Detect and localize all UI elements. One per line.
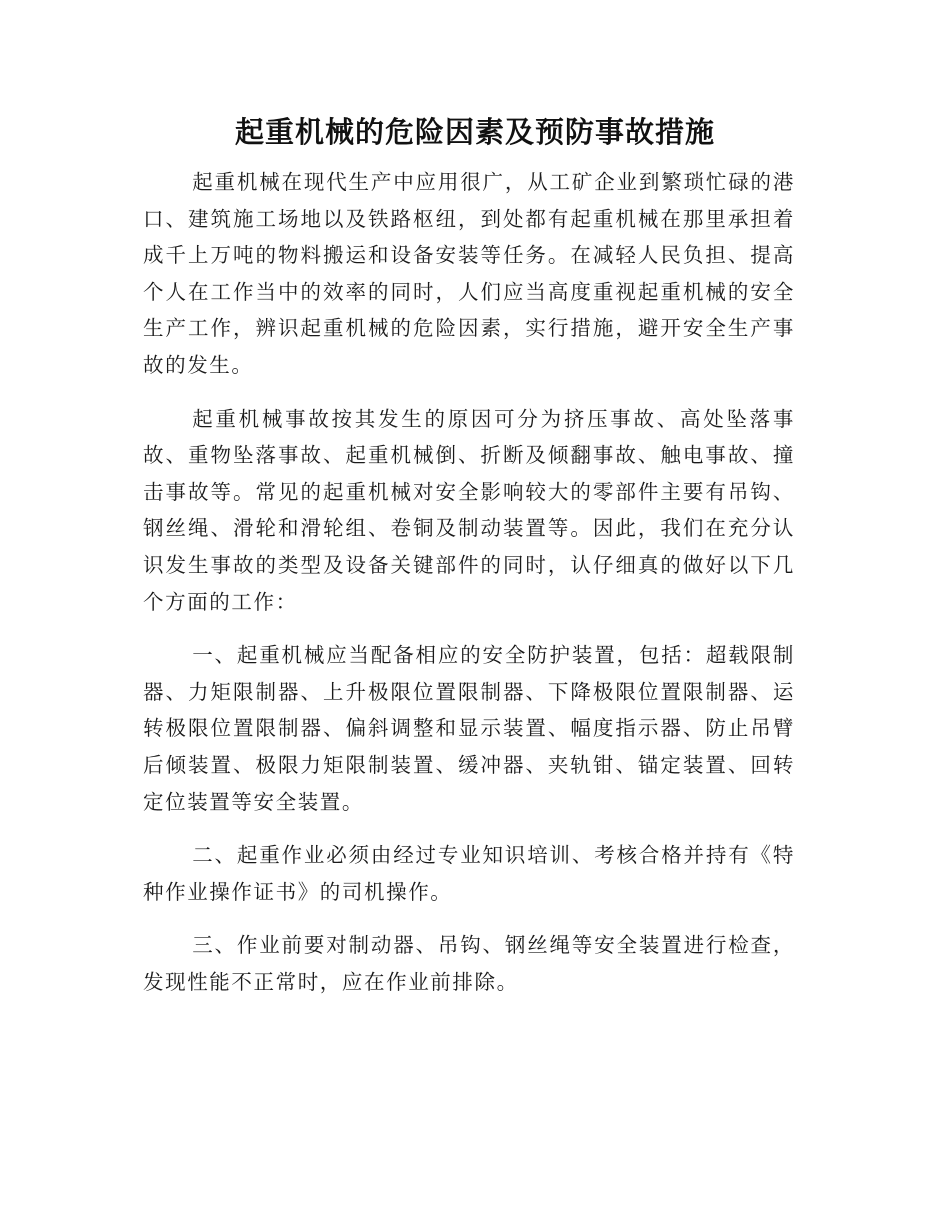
paragraph-accident-types: 起重机械事故按其发生的原因可分为挤压事故、高处坠落事故、重物坠落事故、起重机械倒、折断及倾翻事故、触电事故、撞击事故等。常见的起重机械对安全影响较大的零部件主要有吊钩、钢丝绳、滑轮和滑轮组、卷铜及制动装置等。因此，我们在充分认识发生事故的类型及设备关键部件的同时，认仔细真的做好以下几个方面的工作： xyxy=(143,406,795,614)
document-body xyxy=(143,164,795,1017)
paragraph-measure-3: 三、作业前要对制动器、吊钩、钢丝绳等安全装置进行检查，发现性能不正常时，应在作业前排除。 xyxy=(143,933,795,994)
document-title: 起重机械的危险因素及预防事故措施 xyxy=(234,115,715,149)
paragraph-measure-2: 二、起重作业必须由经过专业知识培训、考核合格并持有《特种作业操作证书》的司机操作。 xyxy=(143,843,795,904)
paragraph-measure-1: 一、起重机械应当配备相应的安全防护装置，包括：超载限制器、力矩限制器、上升极限位置限制器、下降极限位置限制器、运转极限位置限制器、偏斜调整和显示装置、幅度指示器、防止吊臂后倾装置、极限力矩限制装置、缓冲器、夹轨钳、锚定装置、回转定位装置等安全装置。 xyxy=(143,643,795,814)
paragraph-intro: 起重机械在现代生产中应用很广，从工矿企业到繁琐忙碌的港口、建筑施工场地以及铁路枢纽，到处都有起重机械在那里承担着成千上万吨的物料搬运和设备安装等任务。在减轻人民负担、提高个人在工作当中的效率的同时，人们应当高度重视起重机械的安全生产工作，辨识起重机械的危险因素，实行措施，避开安全生产事故的发生。 xyxy=(143,170,795,377)
